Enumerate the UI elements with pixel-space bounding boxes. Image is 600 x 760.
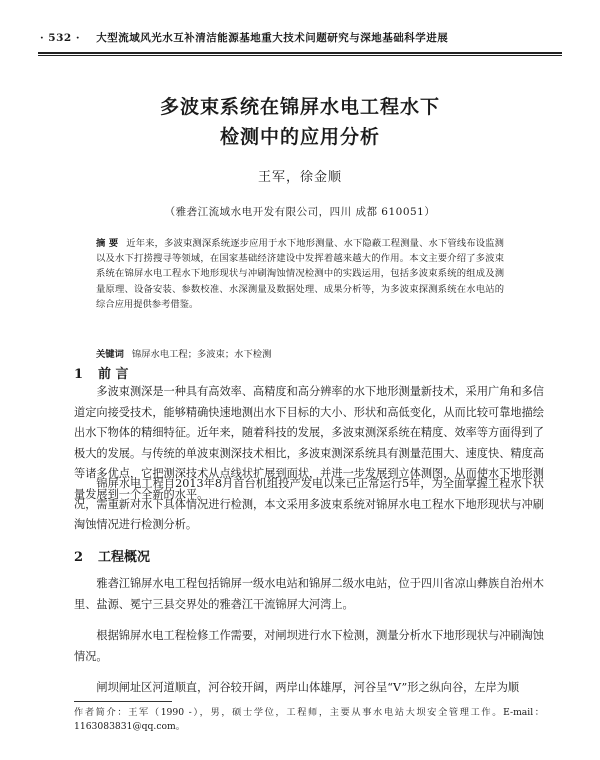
running-title: 大型流域风光水互补清洁能源基地重大技术问题研究与深地基础科学进展 xyxy=(96,32,449,44)
article-title-line-2: 检测中的应用分析 xyxy=(219,126,380,148)
abstract xyxy=(96,236,504,312)
keywords-text: 锦屏水电工程；多波束；水下检测 xyxy=(131,349,272,360)
abstract-text: 近年来，多波束测深系统逐步应用于水下地形测量、水下隐蔽工程测量、水下管线布设监测以及水下打捞搜寻等领域，在国家基础经济建设中发挥着越来越大的作用。本文主要介绍了多波束系统在锦屏水电工程水下地形现状与冲刷淘蚀情况检测中的实践运用，包括多波束系统的组成及测量原理、设备安装、参数校准、水深测量及数据处理、成果分析等，为多波束探测系统在水电站的综合应用提供参考借鉴。 xyxy=(96,238,504,310)
paragraph: 根据锦屏水电工程检修工作需要，对闸坝进行水下检测，测量分析水下地形现状与冲刷淘蚀情况。 xyxy=(74,629,544,663)
authors: 王军，徐金顺 xyxy=(257,170,342,185)
paragraph: 雅砻江锦屏水电工程包括锦屏一级水电站和锦屏二级水电站，位于四川省凉山彝族自治州木里、盐源、冕宁三县交界处的雅砻江干流锦屏大河湾上。 xyxy=(74,577,544,611)
footnote-rule xyxy=(74,701,172,702)
running-header xyxy=(40,30,560,45)
section-title: 工程概况 xyxy=(98,550,151,565)
section-number: 1 xyxy=(74,367,84,382)
paragraph: 锦屏水电工程自2013年8月首台机组投产发电以来已正常运行5年，为全面掌握工程水下状况，需重新对水下具体情况进行检测，本文采用多波束系统对锦屏水电工程水下地形现状与冲刷淘蚀情况进行检测分析。 xyxy=(74,477,544,532)
author-footnote: 作者简介：王军（1990 -），男，硕士学位，工程师，主要从事水电站大坝安全管理工作。E-mail：1163083831@qq.com。 xyxy=(74,707,544,732)
section-number: 2 xyxy=(74,550,84,565)
header-rule xyxy=(38,52,562,54)
section-heading-introduction xyxy=(74,363,129,382)
page-number: · 532 · xyxy=(40,32,81,44)
paragraph: 多波束测深是一种具有高效率、高精度和高分辨率的水下地形测量新技术，采用广角和多信道定向接受技术，能够精确快速地测出水下目标的大小、形状和高低变化，从而比较可靠地描绘出水下物体的精细特征。近年来，随着科技的发展，多波束测深系统在精度、效率等方面得到了极大的发展。与传统的单波束测深技术相比，多波束测深系统具有测量范围大、速度快、精度高等诸多优点，它把测深技术从点线状扩展到面状，并进一步发展到立体测图，从而使水下地形测量发展到一个全新的水平。 xyxy=(74,385,544,501)
section-heading-project-overview xyxy=(74,546,150,565)
paragraph: 闸坝闸址区河道顺直，河谷较开阔，两岸山体雄厚，河谷呈“V”形之纵向谷，左岸为顺 xyxy=(96,681,520,694)
keywords xyxy=(96,346,504,360)
keywords-label: 关键词 xyxy=(96,349,124,360)
affiliation: （雅砻江流域水电开发有限公司，四川 成都 610051） xyxy=(164,206,436,218)
abstract-label: 摘 要 xyxy=(96,238,119,249)
article-title-line-1: 多波束系统在锦屏水电工程水下 xyxy=(159,96,440,118)
section-title: 前 言 xyxy=(98,367,129,382)
header-rule-thin xyxy=(38,55,562,56)
